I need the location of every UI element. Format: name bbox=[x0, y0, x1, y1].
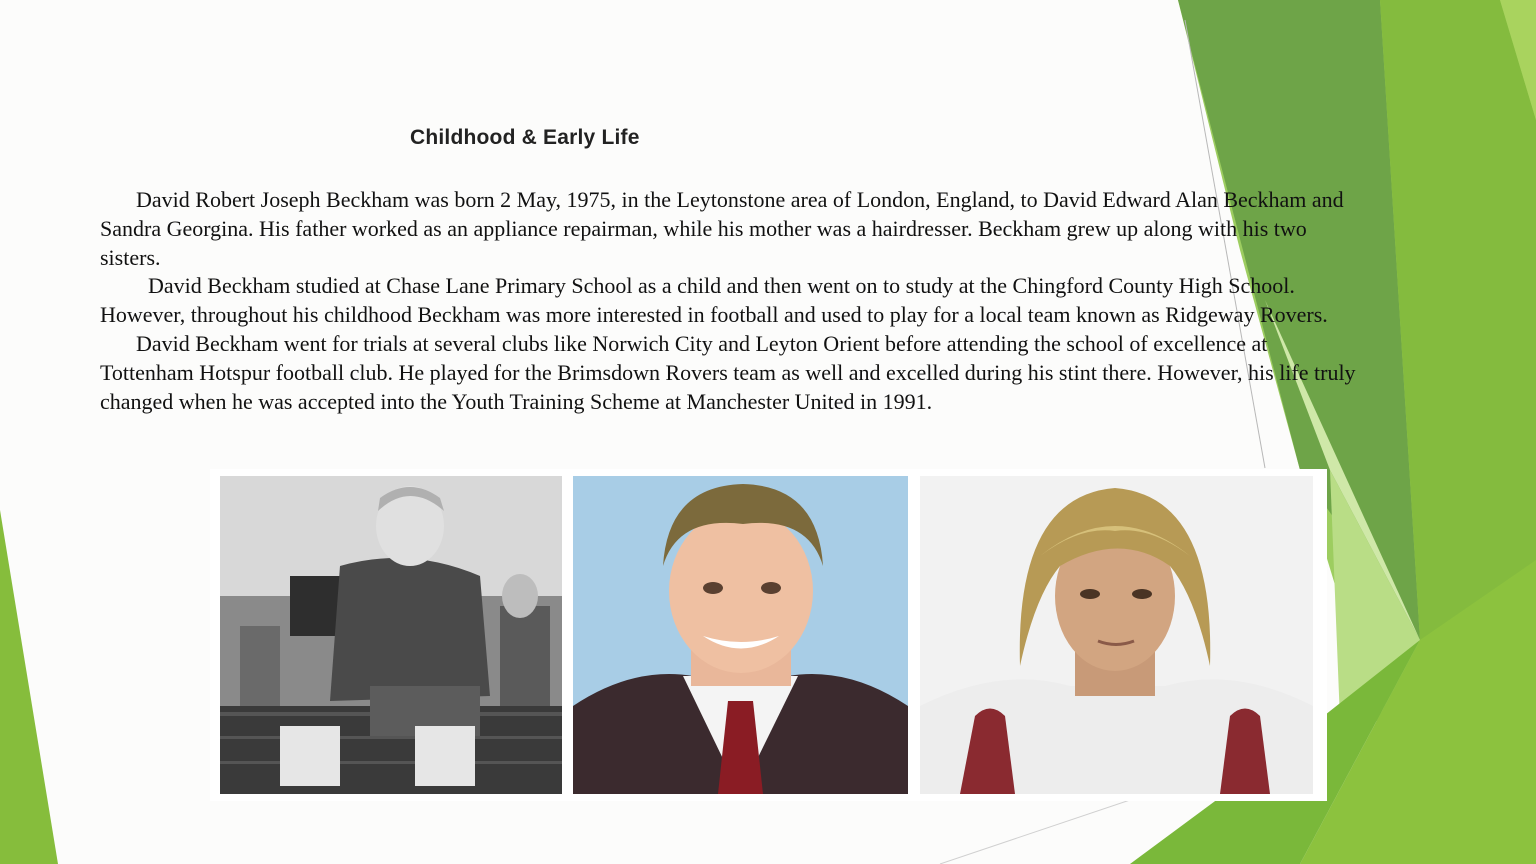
paragraph-birth: David Robert Joseph Beckham was born 2 May, 1975, in the Leytonstone area of London, England, to David Edward Alan Beckham and Sandra Georgina. His father worked as an appliance repairman, while his mother was a hairdresser. Beckham grew up along with his two sisters. bbox=[100, 187, 1344, 270]
slide-title: Childhood & Early Life bbox=[410, 126, 640, 149]
photo-strip bbox=[210, 469, 1327, 801]
photo-young-adult bbox=[920, 476, 1313, 794]
body-text bbox=[100, 186, 1362, 416]
paragraph-career: David Beckham went for trials at several clubs like Norwich City and Leyton Orient before attending the school of excellence at Tottenham Hotspur football club. He played for the Brimsdown Rovers team as well and excelled during his stint there. However, his life truly changed when he was accepted into the Youth Training Scheme at Manchester United in 1991. bbox=[100, 330, 1356, 414]
photo-childhood-football bbox=[220, 476, 562, 794]
paragraph-school: David Beckham studied at Chase Lane Primary School as a child and then went on to study at the Chingford County High School. However, throughout his childhood Beckham was more interested in football and used to play for a local team known as Ridgeway Rovers. bbox=[100, 273, 1328, 328]
photo-school-portrait bbox=[573, 476, 908, 794]
